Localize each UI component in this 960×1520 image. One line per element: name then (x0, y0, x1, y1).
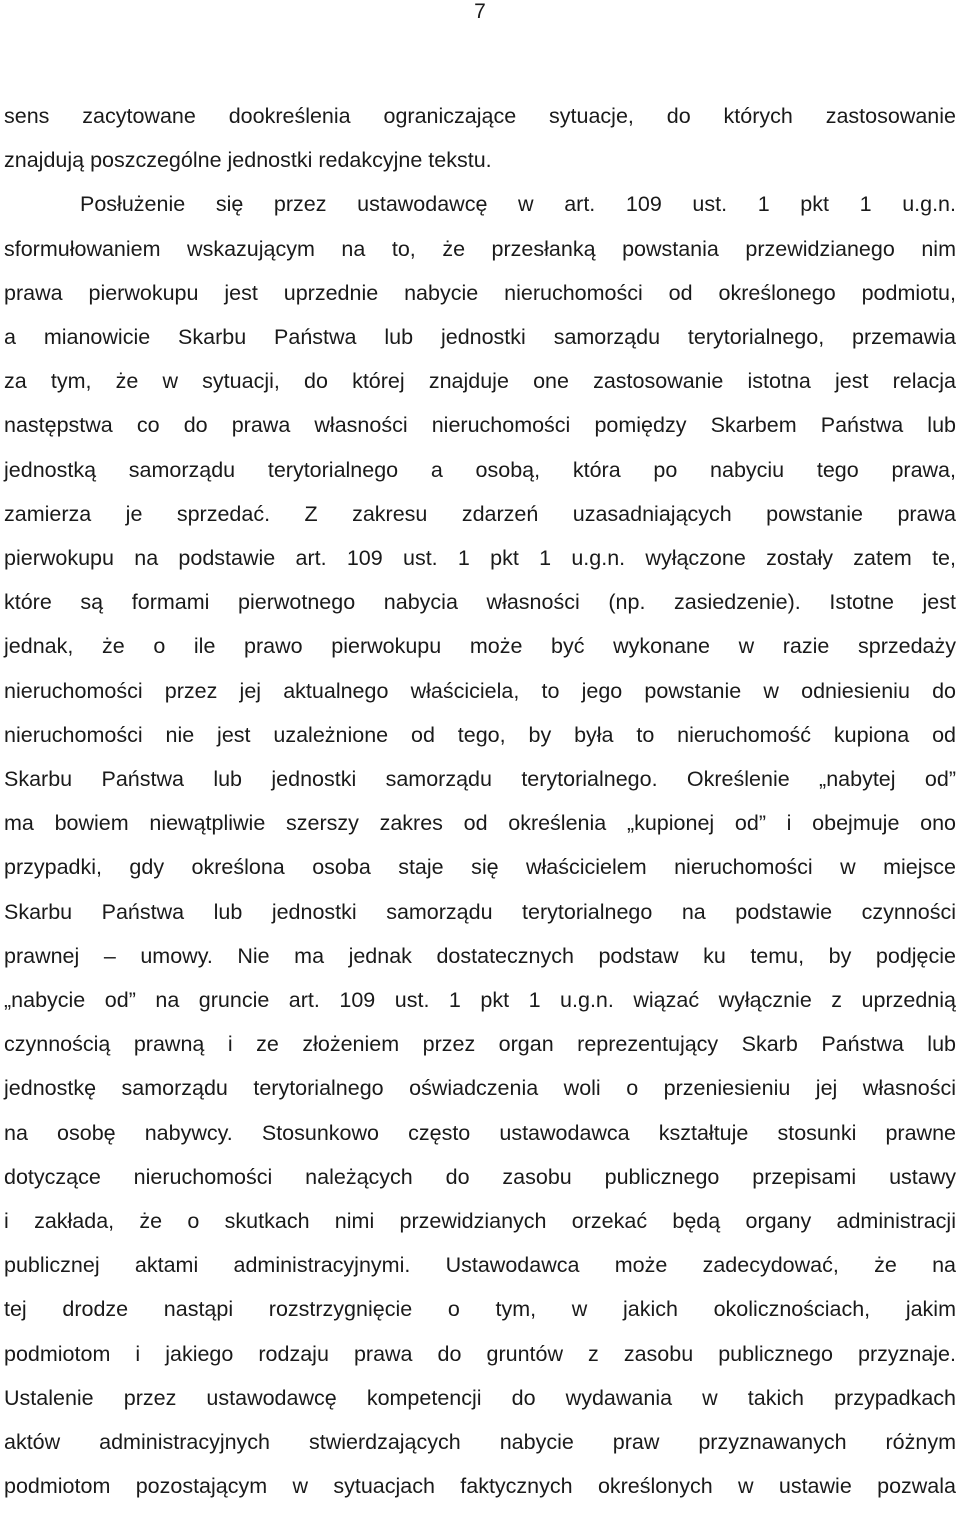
text-line: Skarbu Państwa lub jednostki samorządu terytorialnego na podstawie czynności (4, 899, 956, 924)
text-line: czynnością prawną i ze złożeniem przez organ reprezentujący Skarb Państwa lub (4, 1032, 956, 1057)
page-number: 7 (474, 0, 486, 23)
text-line-content: Posłużenie się przez ustawodawcę w art. 109 ust. 1 pkt 1 u.g.n. (80, 192, 956, 217)
text-line: publicznej aktami administracyjnymi. Ustawodawca może zadecydować, że na (4, 1253, 956, 1278)
text-line: jednostką samorządu terytorialnego a osobą, która po nabyciu tego prawa, (4, 457, 956, 482)
text-line: ma bowiem niewątpliwie szerszy zakres od określenia „kupionej od” i obejmuje ono (4, 811, 956, 836)
text-line: znajdują poszczególne jednostki redakcyjne tekstu. (4, 148, 492, 173)
text-line: sens zacytowane dookreślenia ograniczające sytuacje, do których zastosowanie (4, 104, 956, 128)
text-line: „nabycie od” na gruncie art. 109 ust. 1 pkt 1 u.g.n. wiązać wyłącznie z uprzednią (4, 988, 956, 1013)
text-line: za tym, że w sytuacji, do której znajduje one zastosowanie istotna jest relacja (4, 369, 956, 394)
text-line: zamierza je sprzedać. Z zakresu zdarzeń uzasadniających powstanie prawa (4, 501, 956, 526)
text-line: które są formami pierwotnego nabycia własności (np. zasiedzenie). Istotne jest (4, 590, 956, 615)
text-line: prawnej – umowy. Nie ma jednak dostatecznych podstaw ku temu, by podjęcie (4, 943, 956, 968)
text-line: podmiotom pozostającym w sytuacjach faktycznych określonych w ustawie pozwala (4, 1474, 956, 1499)
text-line: a mianowicie Skarbu Państwa lub jednostki samorządu terytorialnego, przemawia (4, 325, 956, 350)
text-line: na osobę nabywcy. Stosunkowo często ustawodawca kształtuje stosunki prawne (4, 1120, 956, 1145)
text-line: nieruchomości przez jej aktualnego właściciela, to jego powstanie w odniesieniu do (4, 678, 956, 703)
text-line: tej drodze nastąpi rozstrzygnięcie o tym, w jakich okolicznościach, jakim (4, 1297, 956, 1322)
text-line: nieruchomości nie jest uzależnione od tego, by była to nieruchomość kupiona od (4, 722, 956, 747)
text-line: przypadki, gdy określona osoba staje się właścicielem nieruchomości w miejsce (4, 855, 956, 880)
text-line: dotyczące nieruchomości należących do zasobu publicznego przepisami ustawy (4, 1164, 956, 1189)
text-line-indented (4, 182, 956, 226)
text-line: Skarbu Państwa lub jednostki samorządu terytorialnego. Określenie „nabytej od” (4, 767, 956, 792)
text-line: i zakłada, że o skutkach nimi przewidzianych orzekać będą organy administracji (4, 1209, 956, 1234)
text-line: jednostkę samorządu terytorialnego oświadczenia woli o przeniesieniu jej własności (4, 1076, 956, 1101)
text-line: Ustalenie przez ustawodawcę kompetencji do wydawania w takich przypadkach (4, 1385, 956, 1410)
text-line: podmiotom i jakiego rodzaju prawa do gruntów z zasobu publicznego przyznaje. (4, 1341, 956, 1366)
text-line: aktów administracyjnych stwierdzających nabycie praw przyznawanych różnym (4, 1430, 956, 1455)
text-line: jednak, że o ile prawo pierwokupu może być wykonane w razie sprzedaży (4, 634, 956, 659)
text-line: następstwa co do prawa własności nieruchomości pomiędzy Skarbem Państwa lub (4, 413, 956, 438)
text-line: prawa pierwokupu jest uprzednie nabycie nieruchomości od określonego podmiotu, (4, 280, 956, 305)
text-line: sformułowaniem wskazującym na to, że przesłanką powstania przewidzianego nim (4, 236, 956, 261)
text-line: pierwokupu na podstawie art. 109 ust. 1 pkt 1 u.g.n. wyłączone zostały zatem te, (4, 546, 956, 571)
document-body (4, 94, 956, 1509)
